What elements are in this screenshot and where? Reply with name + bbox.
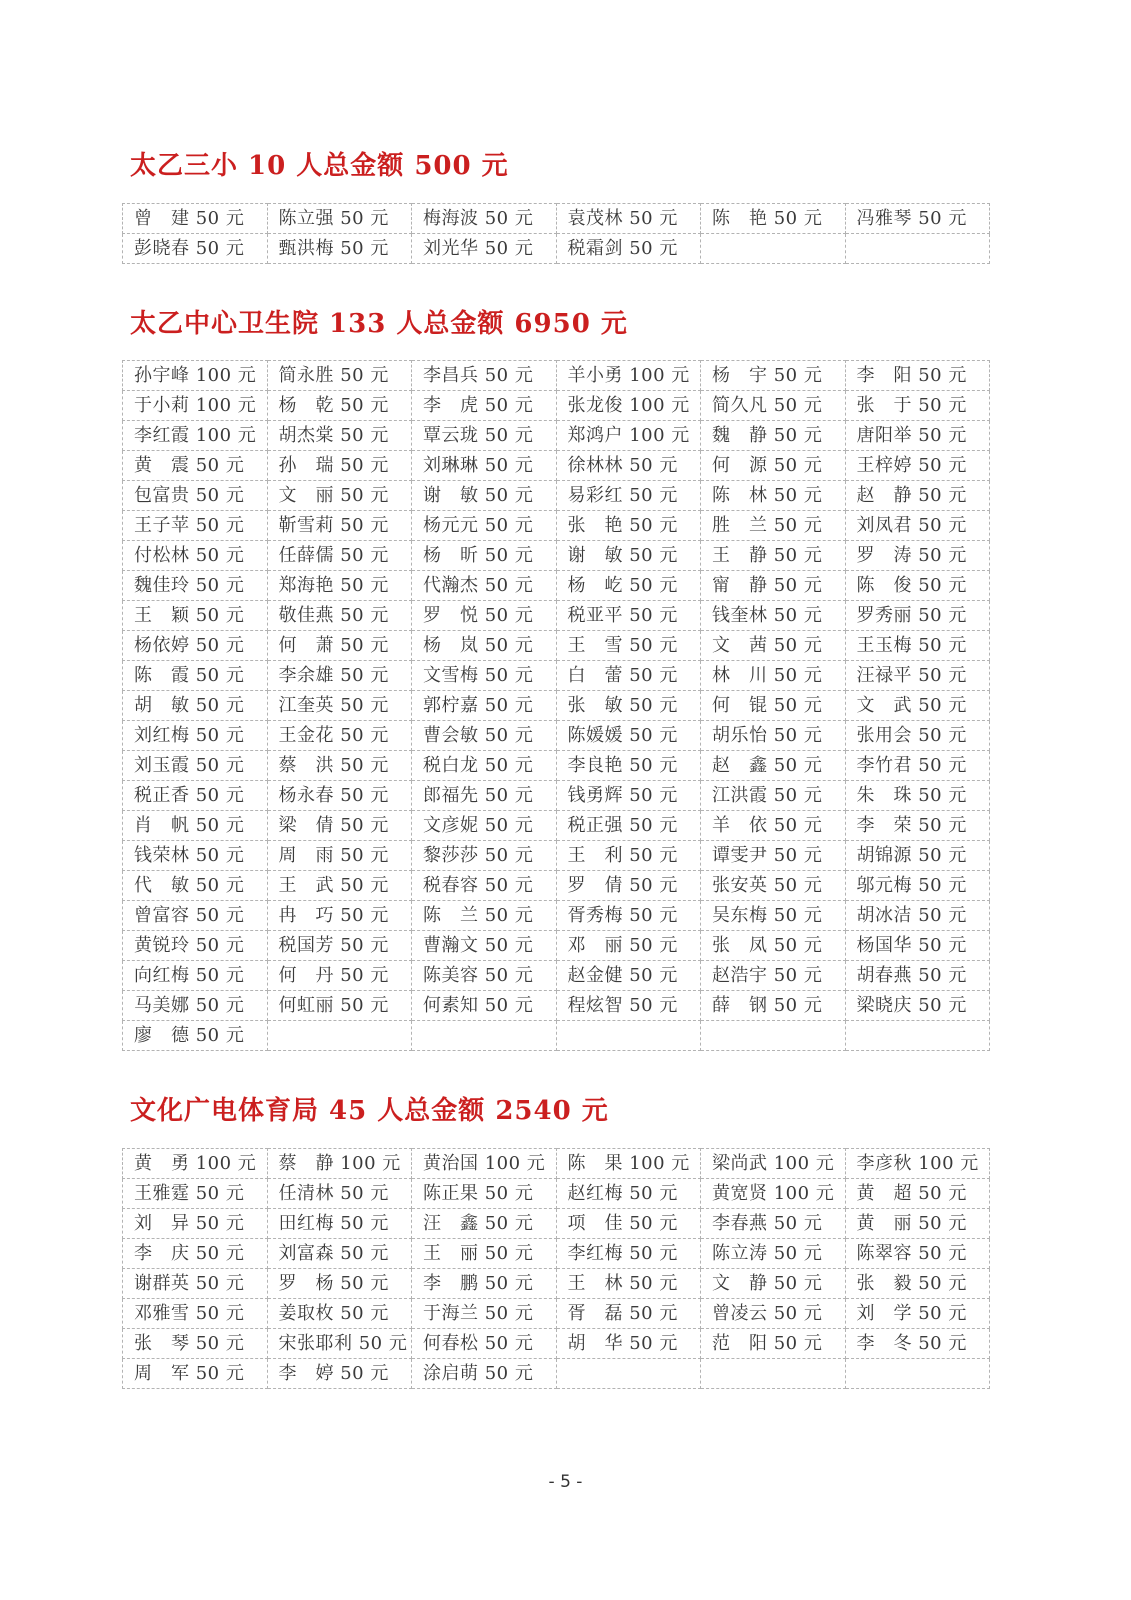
- donor-cell: 赵红梅 50 元: [556, 1178, 701, 1208]
- donor-cell: 税霜剑 50 元: [556, 233, 701, 263]
- donor-cell: 冉 巧 50 元: [267, 901, 412, 931]
- empty-cell: [845, 1021, 990, 1051]
- donor-cell: 于海兰 50 元: [412, 1298, 557, 1328]
- donor-cell: 冯雅琴 50 元: [845, 203, 990, 233]
- donor-cell: 文 静 50 元: [701, 1268, 846, 1298]
- donor-cell: 胡 敏 50 元: [123, 691, 268, 721]
- donor-cell: 简永胜 50 元: [267, 361, 412, 391]
- donor-cell: 谭雯尹 50 元: [701, 841, 846, 871]
- table-row: [123, 811, 990, 841]
- donor-cell: 程炫智 50 元: [556, 991, 701, 1021]
- donor-cell: 张用会 50 元: [845, 721, 990, 751]
- donor-cell: 赵金健 50 元: [556, 961, 701, 991]
- donor-cell: 王 雪 50 元: [556, 631, 701, 661]
- donor-cell: 刘光华 50 元: [412, 233, 557, 263]
- donor-cell: 徐林林 50 元: [556, 451, 701, 481]
- donor-cell: 代 敏 50 元: [123, 871, 268, 901]
- donor-cell: 肖 帆 50 元: [123, 811, 268, 841]
- table-row: [123, 631, 990, 661]
- donor-cell: 杨 屹 50 元: [556, 571, 701, 601]
- table-row: [123, 1298, 990, 1328]
- donor-cell: 王梓婷 50 元: [845, 451, 990, 481]
- donor-cell: 何 源 50 元: [701, 451, 846, 481]
- donor-cell: 王 颖 50 元: [123, 601, 268, 631]
- donor-cell: 黄 超 50 元: [845, 1178, 990, 1208]
- donor-cell: 税亚平 50 元: [556, 601, 701, 631]
- donor-cell: 陈 果 100 元: [556, 1148, 701, 1178]
- table-row: [123, 511, 990, 541]
- empty-cell: [701, 1358, 846, 1388]
- donor-cell: 张 于 50 元: [845, 391, 990, 421]
- table-row: [123, 601, 990, 631]
- donor-cell: 蔡 静 100 元: [267, 1148, 412, 1178]
- section-title: 太乙三小 10 人总金额 500 元: [130, 151, 509, 181]
- donor-cell: 周 雨 50 元: [267, 841, 412, 871]
- donor-cell: 王 静 50 元: [701, 541, 846, 571]
- donor-cell: 刘琳琳 50 元: [412, 451, 557, 481]
- donor-cell: 郭柠嘉 50 元: [412, 691, 557, 721]
- donor-cell: 税白龙 50 元: [412, 751, 557, 781]
- empty-cell: [556, 1358, 701, 1388]
- donor-cell: 罗秀丽 50 元: [845, 601, 990, 631]
- donor-cell: 胡杰棠 50 元: [267, 421, 412, 451]
- donor-cell: 邓 丽 50 元: [556, 931, 701, 961]
- table-row: [123, 571, 990, 601]
- donor-cell: 刘玉霞 50 元: [123, 751, 268, 781]
- donor-cell: 何 萧 50 元: [267, 631, 412, 661]
- donor-cell: 罗 悦 50 元: [412, 601, 557, 631]
- donor-cell: 谢 敏 50 元: [412, 481, 557, 511]
- table-row: [123, 391, 990, 421]
- donor-cell: 易彩红 50 元: [556, 481, 701, 511]
- donor-cell: 谢群英 50 元: [123, 1268, 268, 1298]
- section-taiyi-health-center: [122, 308, 990, 1052]
- donor-cell: 陈 林 50 元: [701, 481, 846, 511]
- donor-cell: 邬元梅 50 元: [845, 871, 990, 901]
- donor-cell: 靳雪莉 50 元: [267, 511, 412, 541]
- donor-cell: 李昌兵 50 元: [412, 361, 557, 391]
- empty-cell: [701, 233, 846, 263]
- donor-cell: 陈 霞 50 元: [123, 661, 268, 691]
- donor-cell: 王金花 50 元: [267, 721, 412, 751]
- table-row: [123, 541, 990, 571]
- donor-cell: 曹会敏 50 元: [412, 721, 557, 751]
- table-row: [123, 1208, 990, 1238]
- donor-cell: 林 川 50 元: [701, 661, 846, 691]
- donor-cell: 简久凡 50 元: [701, 391, 846, 421]
- donor-cell: 何 锟 50 元: [701, 691, 846, 721]
- donor-cell: 杨国华 50 元: [845, 931, 990, 961]
- donor-cell: 李彦秋 100 元: [845, 1148, 990, 1178]
- donor-cell: 袁茂林 50 元: [556, 203, 701, 233]
- donor-cell: 梁尚武 100 元: [701, 1148, 846, 1178]
- donor-cell: 黄锐玲 50 元: [123, 931, 268, 961]
- donor-cell: 陈立强 50 元: [267, 203, 412, 233]
- donor-cell: 王 武 50 元: [267, 871, 412, 901]
- donor-cell: 张 艳 50 元: [556, 511, 701, 541]
- donor-table: [122, 203, 990, 264]
- donor-cell: 钱勇辉 50 元: [556, 781, 701, 811]
- donor-cell: 白 蕾 50 元: [556, 661, 701, 691]
- donor-cell: 李 庆 50 元: [123, 1238, 268, 1268]
- table-row: [123, 721, 990, 751]
- donor-cell: 黎莎莎 50 元: [412, 841, 557, 871]
- donor-cell: 涂启萌 50 元: [412, 1358, 557, 1388]
- donor-cell: 刘红梅 50 元: [123, 721, 268, 751]
- donor-cell: 王 丽 50 元: [412, 1238, 557, 1268]
- donor-cell: 文 丽 50 元: [267, 481, 412, 511]
- table-row: [123, 1238, 990, 1268]
- section-taiyi-sanxiao: [122, 150, 990, 264]
- table-row: [123, 841, 990, 871]
- donor-cell: 张龙俊 100 元: [556, 391, 701, 421]
- donor-table: [122, 360, 990, 1051]
- donor-cell: 陈美容 50 元: [412, 961, 557, 991]
- table-row: [123, 1021, 990, 1051]
- donor-cell: 文 茜 50 元: [701, 631, 846, 661]
- donor-cell: 杨 宇 50 元: [701, 361, 846, 391]
- donor-cell: 罗 涛 50 元: [845, 541, 990, 571]
- donor-cell: 覃云珑 50 元: [412, 421, 557, 451]
- donor-cell: 周 军 50 元: [123, 1358, 268, 1388]
- donor-cell: 胥秀梅 50 元: [556, 901, 701, 931]
- donor-cell: 钱荣林 50 元: [123, 841, 268, 871]
- donor-cell: 任清林 50 元: [267, 1178, 412, 1208]
- section-title: 太乙中心卫生院 133 人总金额 6950 元: [130, 308, 628, 339]
- donor-cell: 向红梅 50 元: [123, 961, 268, 991]
- donor-cell: 邓雅雪 50 元: [123, 1298, 268, 1328]
- donor-cell: 税正香 50 元: [123, 781, 268, 811]
- donor-cell: 魏 静 50 元: [701, 421, 846, 451]
- donor-cell: 任薛儒 50 元: [267, 541, 412, 571]
- donor-cell: 何 丹 50 元: [267, 961, 412, 991]
- donor-table: [122, 1148, 990, 1389]
- donor-cell: 廖 德 50 元: [123, 1021, 268, 1051]
- empty-cell: [845, 233, 990, 263]
- empty-cell: [556, 1021, 701, 1051]
- table-row: [123, 361, 990, 391]
- donor-cell: 罗 杨 50 元: [267, 1268, 412, 1298]
- table-row: [123, 421, 990, 451]
- donor-cell: 张 敏 50 元: [556, 691, 701, 721]
- donor-cell: 李红霞 100 元: [123, 421, 268, 451]
- table-row: [123, 451, 990, 481]
- donor-cell: 何虹丽 50 元: [267, 991, 412, 1021]
- table-row: [123, 203, 990, 233]
- donor-cell: 郑鸿户 100 元: [556, 421, 701, 451]
- donor-cell: 王雅霆 50 元: [123, 1178, 268, 1208]
- donor-cell: 黄治国 100 元: [412, 1148, 557, 1178]
- donor-cell: 胜 兰 50 元: [701, 511, 846, 541]
- empty-cell: [267, 1021, 412, 1051]
- donor-cell: 江洪霞 50 元: [701, 781, 846, 811]
- donor-cell: 张 毅 50 元: [845, 1268, 990, 1298]
- donor-cell: 张 凤 50 元: [701, 931, 846, 961]
- table-row: [123, 1178, 990, 1208]
- donor-cell: 李 冬 50 元: [845, 1328, 990, 1358]
- donor-cell: 何素知 50 元: [412, 991, 557, 1021]
- donor-cell: 刘 异 50 元: [123, 1208, 268, 1238]
- table-row: [123, 931, 990, 961]
- donor-cell: 付松林 50 元: [123, 541, 268, 571]
- donor-cell: 汪 鑫 50 元: [412, 1208, 557, 1238]
- donor-cell: 黄 丽 50 元: [845, 1208, 990, 1238]
- donor-cell: 曾 建 50 元: [123, 203, 268, 233]
- donor-cell: 杨 岚 50 元: [412, 631, 557, 661]
- table-row: [123, 871, 990, 901]
- donor-cell: 杨元元 50 元: [412, 511, 557, 541]
- section-culture-sports-bureau: [122, 1095, 990, 1389]
- donor-cell: 刘富森 50 元: [267, 1238, 412, 1268]
- donor-cell: 杨 乾 50 元: [267, 391, 412, 421]
- donor-cell: 孙 瑞 50 元: [267, 451, 412, 481]
- table-row: [123, 1358, 990, 1388]
- donor-cell: 唐阳举 50 元: [845, 421, 990, 451]
- table-row: [123, 781, 990, 811]
- table-row: [123, 961, 990, 991]
- donor-cell: 陈 俊 50 元: [845, 571, 990, 601]
- donor-cell: 杨 昕 50 元: [412, 541, 557, 571]
- donor-cell: 税正强 50 元: [556, 811, 701, 841]
- donor-cell: 刘 学 50 元: [845, 1298, 990, 1328]
- donor-cell: 黄 勇 100 元: [123, 1148, 268, 1178]
- donor-cell: 包富贵 50 元: [123, 481, 268, 511]
- donor-cell: 李 虎 50 元: [412, 391, 557, 421]
- donor-cell: 钱奎林 50 元: [701, 601, 846, 631]
- donor-cell: 敬佳燕 50 元: [267, 601, 412, 631]
- donor-cell: 张安英 50 元: [701, 871, 846, 901]
- table-row: [123, 1148, 990, 1178]
- donor-cell: 代瀚杰 50 元: [412, 571, 557, 601]
- donor-cell: 陈翠容 50 元: [845, 1238, 990, 1268]
- table-row: [123, 661, 990, 691]
- donor-cell: 李良艳 50 元: [556, 751, 701, 781]
- donor-cell: 胡冰洁 50 元: [845, 901, 990, 931]
- donor-cell: 李 荣 50 元: [845, 811, 990, 841]
- table-row: [123, 751, 990, 781]
- donor-cell: 杨依婷 50 元: [123, 631, 268, 661]
- donor-cell: 税春容 50 元: [412, 871, 557, 901]
- donor-cell: 王子苹 50 元: [123, 511, 268, 541]
- donor-cell: 谢 敏 50 元: [556, 541, 701, 571]
- donor-cell: 赵 静 50 元: [845, 481, 990, 511]
- donor-cell: 王玉梅 50 元: [845, 631, 990, 661]
- donor-cell: 胥 磊 50 元: [556, 1298, 701, 1328]
- donor-cell: 甄洪梅 50 元: [267, 233, 412, 263]
- donor-cell: 李 阳 50 元: [845, 361, 990, 391]
- donor-cell: 李余雄 50 元: [267, 661, 412, 691]
- donor-cell: 文雪梅 50 元: [412, 661, 557, 691]
- donor-cell: 宋张耶利 50 元: [267, 1328, 412, 1358]
- table-row: [123, 991, 990, 1021]
- donor-cell: 蔡 洪 50 元: [267, 751, 412, 781]
- page-number: - 5 -: [548, 1472, 583, 1492]
- table-row: [123, 901, 990, 931]
- donor-cell: 曾凌云 50 元: [701, 1298, 846, 1328]
- donor-cell: 李 鹏 50 元: [412, 1268, 557, 1298]
- donor-cell: 文 武 50 元: [845, 691, 990, 721]
- donor-cell: 马美娜 50 元: [123, 991, 268, 1021]
- donor-cell: 羊 依 50 元: [701, 811, 846, 841]
- donor-cell: 胡乐怡 50 元: [701, 721, 846, 751]
- donor-cell: 胡锦源 50 元: [845, 841, 990, 871]
- donor-cell: 李竹君 50 元: [845, 751, 990, 781]
- donor-cell: 甯 静 50 元: [701, 571, 846, 601]
- donor-cell: 田红梅 50 元: [267, 1208, 412, 1238]
- donor-cell: 江奎英 50 元: [267, 691, 412, 721]
- donor-cell: 王 利 50 元: [556, 841, 701, 871]
- donor-cell: 李红梅 50 元: [556, 1238, 701, 1268]
- empty-cell: [845, 1358, 990, 1388]
- table-row: [123, 691, 990, 721]
- donor-cell: 薛 钢 50 元: [701, 991, 846, 1021]
- donor-cell: 张 琴 50 元: [123, 1328, 268, 1358]
- donor-cell: 郑海艳 50 元: [267, 571, 412, 601]
- donor-cell: 李 婷 50 元: [267, 1358, 412, 1388]
- donor-cell: 曾富容 50 元: [123, 901, 268, 931]
- donor-cell: 朱 珠 50 元: [845, 781, 990, 811]
- table-row: [123, 1268, 990, 1298]
- table-row: [123, 233, 990, 263]
- donor-cell: 郎福先 50 元: [412, 781, 557, 811]
- table-row: [123, 1328, 990, 1358]
- donor-cell: 梅海波 50 元: [412, 203, 557, 233]
- donor-cell: 陈媛媛 50 元: [556, 721, 701, 751]
- donor-cell: 范 阳 50 元: [701, 1328, 846, 1358]
- donor-cell: 陈 兰 50 元: [412, 901, 557, 931]
- donor-cell: 彭晓春 50 元: [123, 233, 268, 263]
- donor-cell: 赵浩宇 50 元: [701, 961, 846, 991]
- donor-cell: 李春燕 50 元: [701, 1208, 846, 1238]
- donor-cell: 文彦妮 50 元: [412, 811, 557, 841]
- donor-cell: 汪禄平 50 元: [845, 661, 990, 691]
- donor-cell: 陈立涛 50 元: [701, 1238, 846, 1268]
- donor-cell: 王 林 50 元: [556, 1268, 701, 1298]
- donor-cell: 羊小勇 100 元: [556, 361, 701, 391]
- donor-cell: 梁晓庆 50 元: [845, 991, 990, 1021]
- donor-cell: 魏佳玲 50 元: [123, 571, 268, 601]
- donor-cell: 项 佳 50 元: [556, 1208, 701, 1238]
- empty-cell: [701, 1021, 846, 1051]
- donor-cell: 胡 华 50 元: [556, 1328, 701, 1358]
- donor-cell: 黄宽贤 100 元: [701, 1178, 846, 1208]
- donor-cell: 刘凤君 50 元: [845, 511, 990, 541]
- donor-cell: 姜取枚 50 元: [267, 1298, 412, 1328]
- donor-cell: 杨永春 50 元: [267, 781, 412, 811]
- donor-cell: 陈正果 50 元: [412, 1178, 557, 1208]
- donor-cell: 罗 倩 50 元: [556, 871, 701, 901]
- section-title: 文化广电体育局 45 人总金额 2540 元: [130, 1096, 609, 1126]
- donor-cell: 陈 艳 50 元: [701, 203, 846, 233]
- donor-cell: 赵 鑫 50 元: [701, 751, 846, 781]
- donor-cell: 梁 倩 50 元: [267, 811, 412, 841]
- empty-cell: [412, 1021, 557, 1051]
- donor-cell: 于小莉 100 元: [123, 391, 268, 421]
- donor-cell: 黄 震 50 元: [123, 451, 268, 481]
- donor-cell: 吴东梅 50 元: [701, 901, 846, 931]
- donor-cell: 胡春燕 50 元: [845, 961, 990, 991]
- donor-cell: 何春松 50 元: [412, 1328, 557, 1358]
- donor-cell: 曹瀚文 50 元: [412, 931, 557, 961]
- donor-cell: 税国芳 50 元: [267, 931, 412, 961]
- donor-cell: 孙宇峰 100 元: [123, 361, 268, 391]
- table-row: [123, 481, 990, 511]
